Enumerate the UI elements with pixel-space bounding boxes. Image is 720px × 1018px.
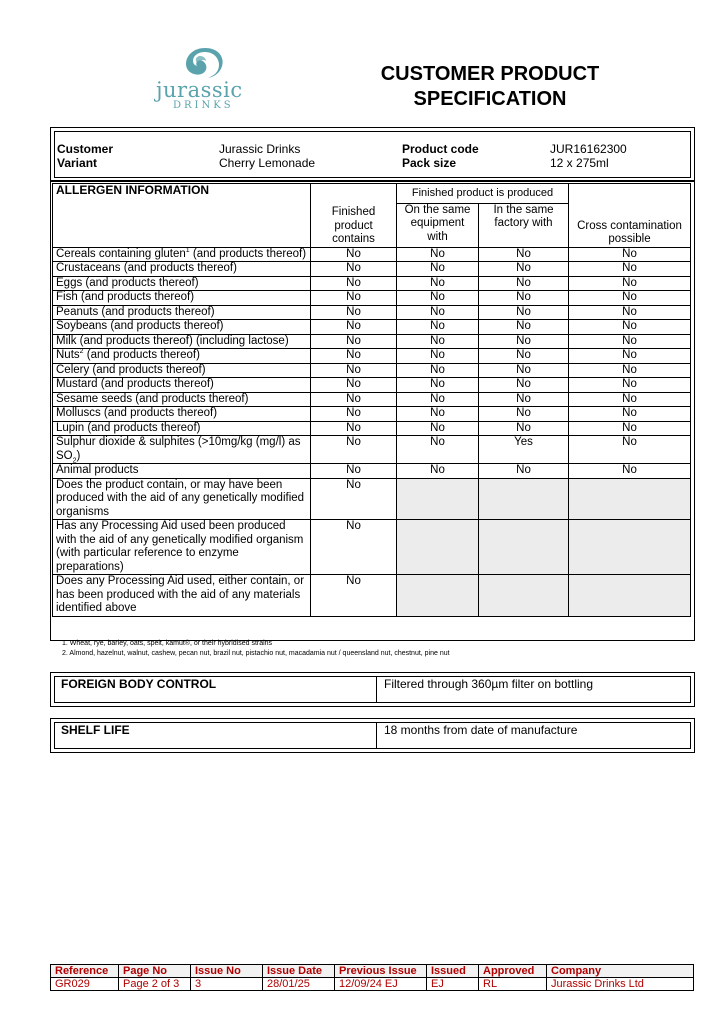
allergen-name: Nuts$^2$ (and products thereof)	[53, 349, 311, 364]
allergen-value: No	[569, 334, 691, 349]
allergen-value: No	[397, 363, 479, 378]
allergen-value: No	[569, 407, 691, 422]
footer-header: Previous Issue	[335, 965, 427, 978]
allergen-value: No	[397, 392, 479, 407]
foreign-body-value: Filtered through 360µm filter on bottling	[384, 677, 594, 691]
allergen-value: No	[311, 334, 397, 349]
allergen-name: Lupin (and products thereof)	[53, 421, 311, 436]
allergen-value: No	[397, 320, 479, 335]
page-title	[340, 62, 640, 112]
title-line-1: CUSTOMER PRODUCT	[380, 63, 600, 85]
allergen-value: No	[311, 247, 397, 262]
allergen-value: No	[479, 262, 569, 277]
table-row	[53, 478, 691, 520]
customer-value: Jurassic Drinks	[219, 142, 301, 156]
allergen-name: Cereals containing gluten$^1$ (and products thereof)	[53, 247, 311, 262]
allergen-name: Milk (and products thereof) (including lactose)	[53, 334, 311, 349]
allergen-value: No	[479, 464, 569, 479]
allergen-value: No	[479, 291, 569, 306]
allergen-value: No	[397, 464, 479, 479]
allergen-name: Does the product contain, or may have been produced with the aid of any genetically modified organisms	[53, 478, 311, 520]
allergen-value: No	[569, 247, 691, 262]
allergen-value: No	[479, 305, 569, 320]
footer-header: Issue Date	[263, 965, 335, 978]
table-row	[53, 421, 691, 436]
allergen-value: No	[311, 291, 397, 306]
allergen-name: Has any Processing Aid used been produced with the aid of any genetically modified organism (with particular reference to enzyme preparations)	[53, 520, 311, 575]
allergen-value: No	[397, 334, 479, 349]
allergen-name: Peanuts (and products thereof)	[53, 305, 311, 320]
pack-size-label: Pack size	[402, 156, 457, 170]
table-row	[53, 334, 691, 349]
allergen-value: No	[311, 305, 397, 320]
footer-value: EJ	[427, 978, 479, 991]
foreign-body-section	[50, 672, 695, 707]
footnote-1: 1. Wheat, rye, barley, oats, spelt, kamut®, or their hybridised strains	[62, 640, 273, 647]
footnote-2: 2. Almond, hazelnut, walnut, cashew, pecan nut, brazil nut, pistachio nut, macadamia nut / queensland nut, chestnut, pine nut	[62, 650, 450, 657]
allergen-value: No	[397, 407, 479, 422]
allergen-name: Sesame seeds (and products thereof)	[53, 392, 311, 407]
allergen-value: No	[479, 407, 569, 422]
allergen-name: Animal products	[53, 464, 311, 479]
col-header-equipment: On the same equipment with	[397, 203, 479, 247]
allergen-name: Mustard (and products thereof)	[53, 378, 311, 393]
allergen-value: No	[311, 320, 397, 335]
allergen-value: No	[569, 436, 691, 464]
table-row	[53, 436, 691, 464]
allergen-value: No	[397, 421, 479, 436]
footer-header: Reference	[51, 965, 119, 978]
document-control-table	[50, 964, 694, 991]
allergen-value: No	[311, 478, 397, 520]
allergen-value: Yes	[479, 436, 569, 464]
allergen-value: No	[311, 363, 397, 378]
footer-value: Jurassic Drinks Ltd	[547, 978, 694, 991]
allergen-name: Does any Processing Aid used, either contain, or has been produced with the aid of any materials identified above	[53, 575, 311, 617]
allergen-value: No	[311, 436, 397, 464]
allergen-value: No	[311, 378, 397, 393]
allergen-value: No	[311, 276, 397, 291]
empty-cell	[479, 520, 569, 575]
customer-section	[50, 127, 695, 182]
empty-cell	[479, 478, 569, 520]
allergen-table	[52, 183, 691, 617]
col-header-contains: Finished product contains	[311, 184, 397, 248]
allergen-value: No	[311, 392, 397, 407]
allergen-value: No	[311, 520, 397, 575]
table-row	[53, 392, 691, 407]
footer-value: 3	[191, 978, 263, 991]
table-row	[53, 575, 691, 617]
footer-value: RL	[479, 978, 547, 991]
variant-label: Variant	[57, 156, 98, 170]
customer-label: Customer	[57, 142, 114, 156]
allergen-value: No	[311, 262, 397, 277]
title-line-2: SPECIFICATION	[413, 88, 567, 110]
table-row	[53, 262, 691, 277]
allergen-name: Molluscs (and products thereof)	[53, 407, 311, 422]
empty-cell	[397, 575, 479, 617]
allergen-value: No	[311, 407, 397, 422]
shelf-life-value: 18 months from date of manufacture	[384, 723, 578, 737]
allergen-value: No	[479, 247, 569, 262]
allergen-value: No	[311, 464, 397, 479]
footer-value: Page 2 of 3	[119, 978, 191, 991]
allergen-value: No	[397, 276, 479, 291]
allergen-name: Eggs (and products thereof)	[53, 276, 311, 291]
empty-cell	[397, 520, 479, 575]
table-row	[53, 247, 691, 262]
table-row	[53, 407, 691, 422]
footer-header: Page No	[119, 965, 191, 978]
table-row	[53, 378, 691, 393]
allergen-value: No	[397, 262, 479, 277]
allergen-value: No	[569, 464, 691, 479]
allergen-value: No	[479, 378, 569, 393]
variant-value: Cherry Lemonade	[219, 156, 316, 170]
col-group-header: Finished product is produced	[397, 184, 569, 204]
allergen-value: No	[569, 320, 691, 335]
footer-header: Approved	[479, 965, 547, 978]
table-row	[53, 349, 691, 364]
table-row	[53, 305, 691, 320]
allergen-value: No	[397, 247, 479, 262]
table-row	[53, 291, 691, 306]
pack-size-value: 12 x 275ml	[550, 156, 609, 170]
allergen-value: No	[479, 349, 569, 364]
allergen-value: No	[479, 320, 569, 335]
allergen-value: No	[397, 378, 479, 393]
allergen-value: No	[569, 392, 691, 407]
allergen-value: No	[311, 421, 397, 436]
allergen-value: No	[397, 349, 479, 364]
allergen-value: No	[569, 291, 691, 306]
product-code-value: JUR16162300	[550, 142, 627, 156]
allergen-value: No	[397, 436, 479, 464]
allergen-value: No	[479, 276, 569, 291]
table-row	[53, 320, 691, 335]
product-code-label: Product code	[402, 142, 479, 156]
shelf-life-section	[50, 718, 695, 753]
allergen-name: Crustaceans (and products thereof)	[53, 262, 311, 277]
table-row	[53, 464, 691, 479]
logo-subtitle: DRINKS	[173, 100, 234, 111]
allergen-value: No	[397, 305, 479, 320]
allergen-value: No	[479, 334, 569, 349]
shelf-life-label: SHELF LIFE	[61, 723, 130, 737]
allergen-value: No	[569, 363, 691, 378]
col-header-factory: In the same factory with	[479, 203, 569, 247]
allergen-value: No	[569, 276, 691, 291]
table-row	[53, 276, 691, 291]
footer-value: GR029	[51, 978, 119, 991]
allergen-heading: ALLERGEN INFORMATION	[53, 184, 311, 248]
footer-value: 28/01/25	[263, 978, 335, 991]
footer-header: Issue No	[191, 965, 263, 978]
allergen-value: No	[569, 378, 691, 393]
empty-cell	[569, 575, 691, 617]
col-header-cross: Cross contamination possible	[569, 184, 691, 248]
footer-value: 12/09/24 EJ	[335, 978, 427, 991]
footer-header: Issued	[427, 965, 479, 978]
allergen-value: No	[397, 291, 479, 306]
allergen-value: No	[311, 349, 397, 364]
allergen-name: Celery (and products thereof)	[53, 363, 311, 378]
empty-cell	[397, 478, 479, 520]
allergen-value: No	[569, 262, 691, 277]
allergen-value: No	[569, 305, 691, 320]
allergen-value: No	[569, 349, 691, 364]
empty-cell	[569, 520, 691, 575]
table-row	[53, 520, 691, 575]
allergen-name: Sulphur dioxide & sulphites (>10mg/kg (mg/l) as $SO_2$)	[53, 436, 311, 464]
foreign-body-label: FOREIGN BODY CONTROL	[61, 677, 217, 691]
allergen-value: No	[311, 575, 397, 617]
allergen-value: No	[479, 421, 569, 436]
table-row	[53, 363, 691, 378]
allergen-name: Fish (and products thereof)	[53, 291, 311, 306]
empty-cell	[479, 575, 569, 617]
allergen-name: Soybeans (and products thereof)	[53, 320, 311, 335]
allergen-value: No	[479, 392, 569, 407]
allergen-value: No	[569, 421, 691, 436]
allergen-value: No	[479, 363, 569, 378]
footer-header: Company	[547, 965, 694, 978]
empty-cell	[569, 478, 691, 520]
logo-wordmark: jurassic	[156, 78, 243, 102]
